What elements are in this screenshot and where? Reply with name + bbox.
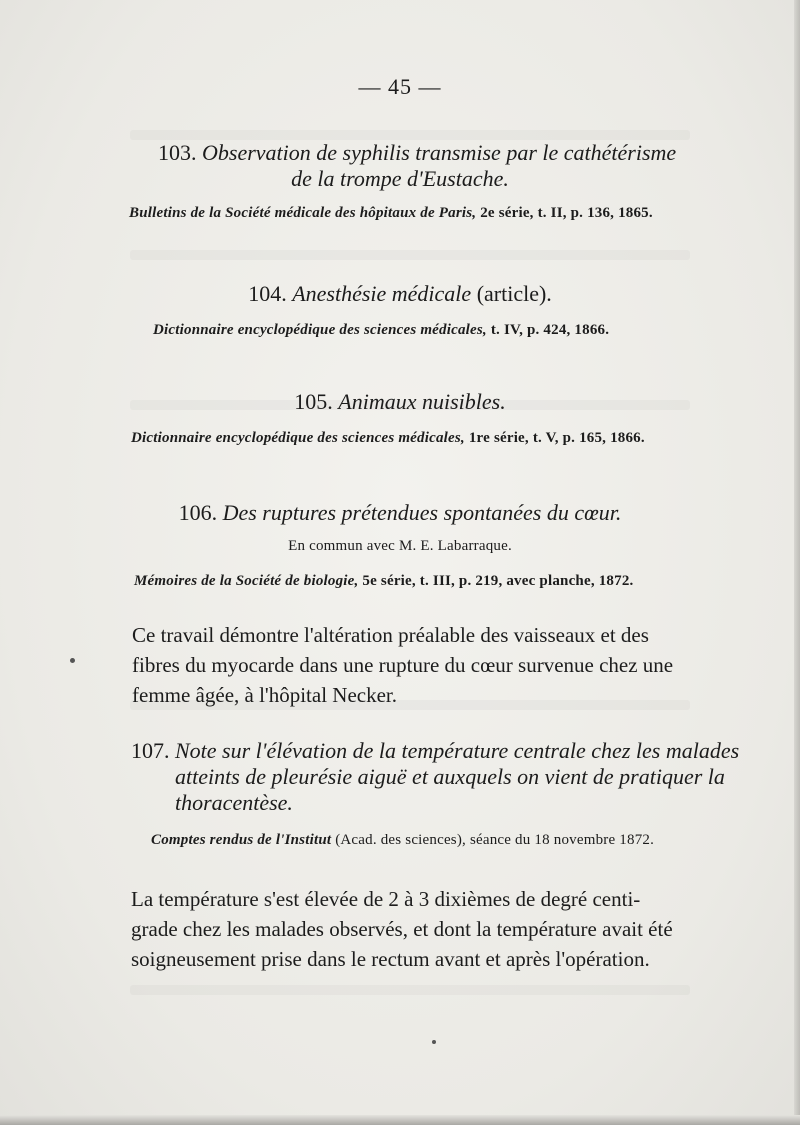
- entry-107-desc-line: soigneusement prise dans le rectum avant et après l'opération.: [131, 947, 650, 971]
- entry-title: Animaux nuisibles.: [338, 389, 506, 414]
- entry-105-title: [0, 389, 800, 415]
- citation-source: Dictionnaire encyclopédique des sciences médicales,: [131, 430, 465, 446]
- page-number: — 45 —: [358, 74, 442, 99]
- ink-speck: [432, 1040, 436, 1044]
- entry-number: 106.: [178, 500, 218, 525]
- entry-number: 107.: [131, 738, 170, 763]
- entry-title-line: de la trompe d'Eustache.: [291, 166, 509, 191]
- entry-title-line: Note sur l'élévation de la température centrale chez les malades: [175, 738, 740, 763]
- entry-103-citation: [129, 205, 653, 222]
- entry-106-citation: [134, 573, 633, 590]
- page-edge-bottom: [0, 1115, 800, 1125]
- entry-title-suffix: (article).: [476, 281, 552, 306]
- citation-source: Bulletins de la Société médicale des hôpitaux de Paris,: [129, 205, 477, 221]
- entry-105-citation: [131, 430, 645, 447]
- entry-103-title-cont: [0, 166, 800, 192]
- entry-106-desc-line: femme âgée, à l'hôpital Necker.: [132, 683, 397, 707]
- entry-title-line: thoracentèse.: [175, 790, 293, 815]
- entry-103-title: [158, 140, 676, 166]
- entry-title: Des ruptures prétendues spontanées du cœur.: [222, 500, 622, 525]
- bleed-through: [130, 985, 690, 995]
- entry-106-title: [0, 500, 800, 526]
- bleed-through: [130, 130, 690, 140]
- entry-104-title: [0, 281, 800, 307]
- entry-107-title: [131, 738, 739, 764]
- citation-details: (Acad. des sciences), séance du 18 novembre 1872.: [335, 832, 655, 848]
- entry-title: Anesthésie médicale: [292, 281, 472, 306]
- entry-106-collaboration: En commun avec M. E. Labarraque.: [288, 538, 512, 554]
- entry-104-citation: [153, 322, 609, 339]
- entry-number: 105.: [294, 389, 333, 414]
- citation-details: 2e série, t. II, p. 136, 1865.: [480, 205, 653, 221]
- entry-107-desc-line: La température s'est élevée de 2 à 3 dixièmes de degré centi-: [131, 887, 641, 911]
- citation-details: t. IV, p. 424, 1866.: [490, 322, 610, 338]
- entry-107-title-cont: [175, 790, 293, 816]
- citation-details: 5e série, t. III, p. 219, avec planche, 1872.: [362, 573, 634, 589]
- citation-source: Mémoires de la Société de biologie,: [134, 573, 359, 589]
- entry-number: 104.: [248, 281, 287, 306]
- entry-106-desc-line: Ce travail démontre l'altération préalable des vaisseaux et des: [132, 623, 649, 647]
- entry-106-desc-line: fibres du myocarde dans une rupture du cœur survenue chez une: [132, 653, 674, 677]
- citation-source: Dictionnaire encyclopédique des sciences médicales,: [153, 322, 487, 338]
- entry-title-line: Observation de syphilis transmise par le cathétérisme: [202, 140, 677, 165]
- citation-source: Comptes rendus de l'Institut: [151, 832, 332, 848]
- entry-number: 103.: [158, 140, 197, 165]
- citation-details: 1re série, t. V, p. 165, 1866.: [468, 430, 645, 446]
- ink-speck: [70, 658, 75, 663]
- entry-107-title-cont: [175, 764, 725, 790]
- entry-title-line: atteints de pleurésie aiguë et auxquels on vient de pratiquer la: [175, 764, 725, 789]
- bleed-through: [130, 250, 690, 260]
- entry-107-citation: [151, 832, 654, 849]
- entry-107-desc-line: grade chez les malades observés, et dont la température avait été: [131, 917, 673, 941]
